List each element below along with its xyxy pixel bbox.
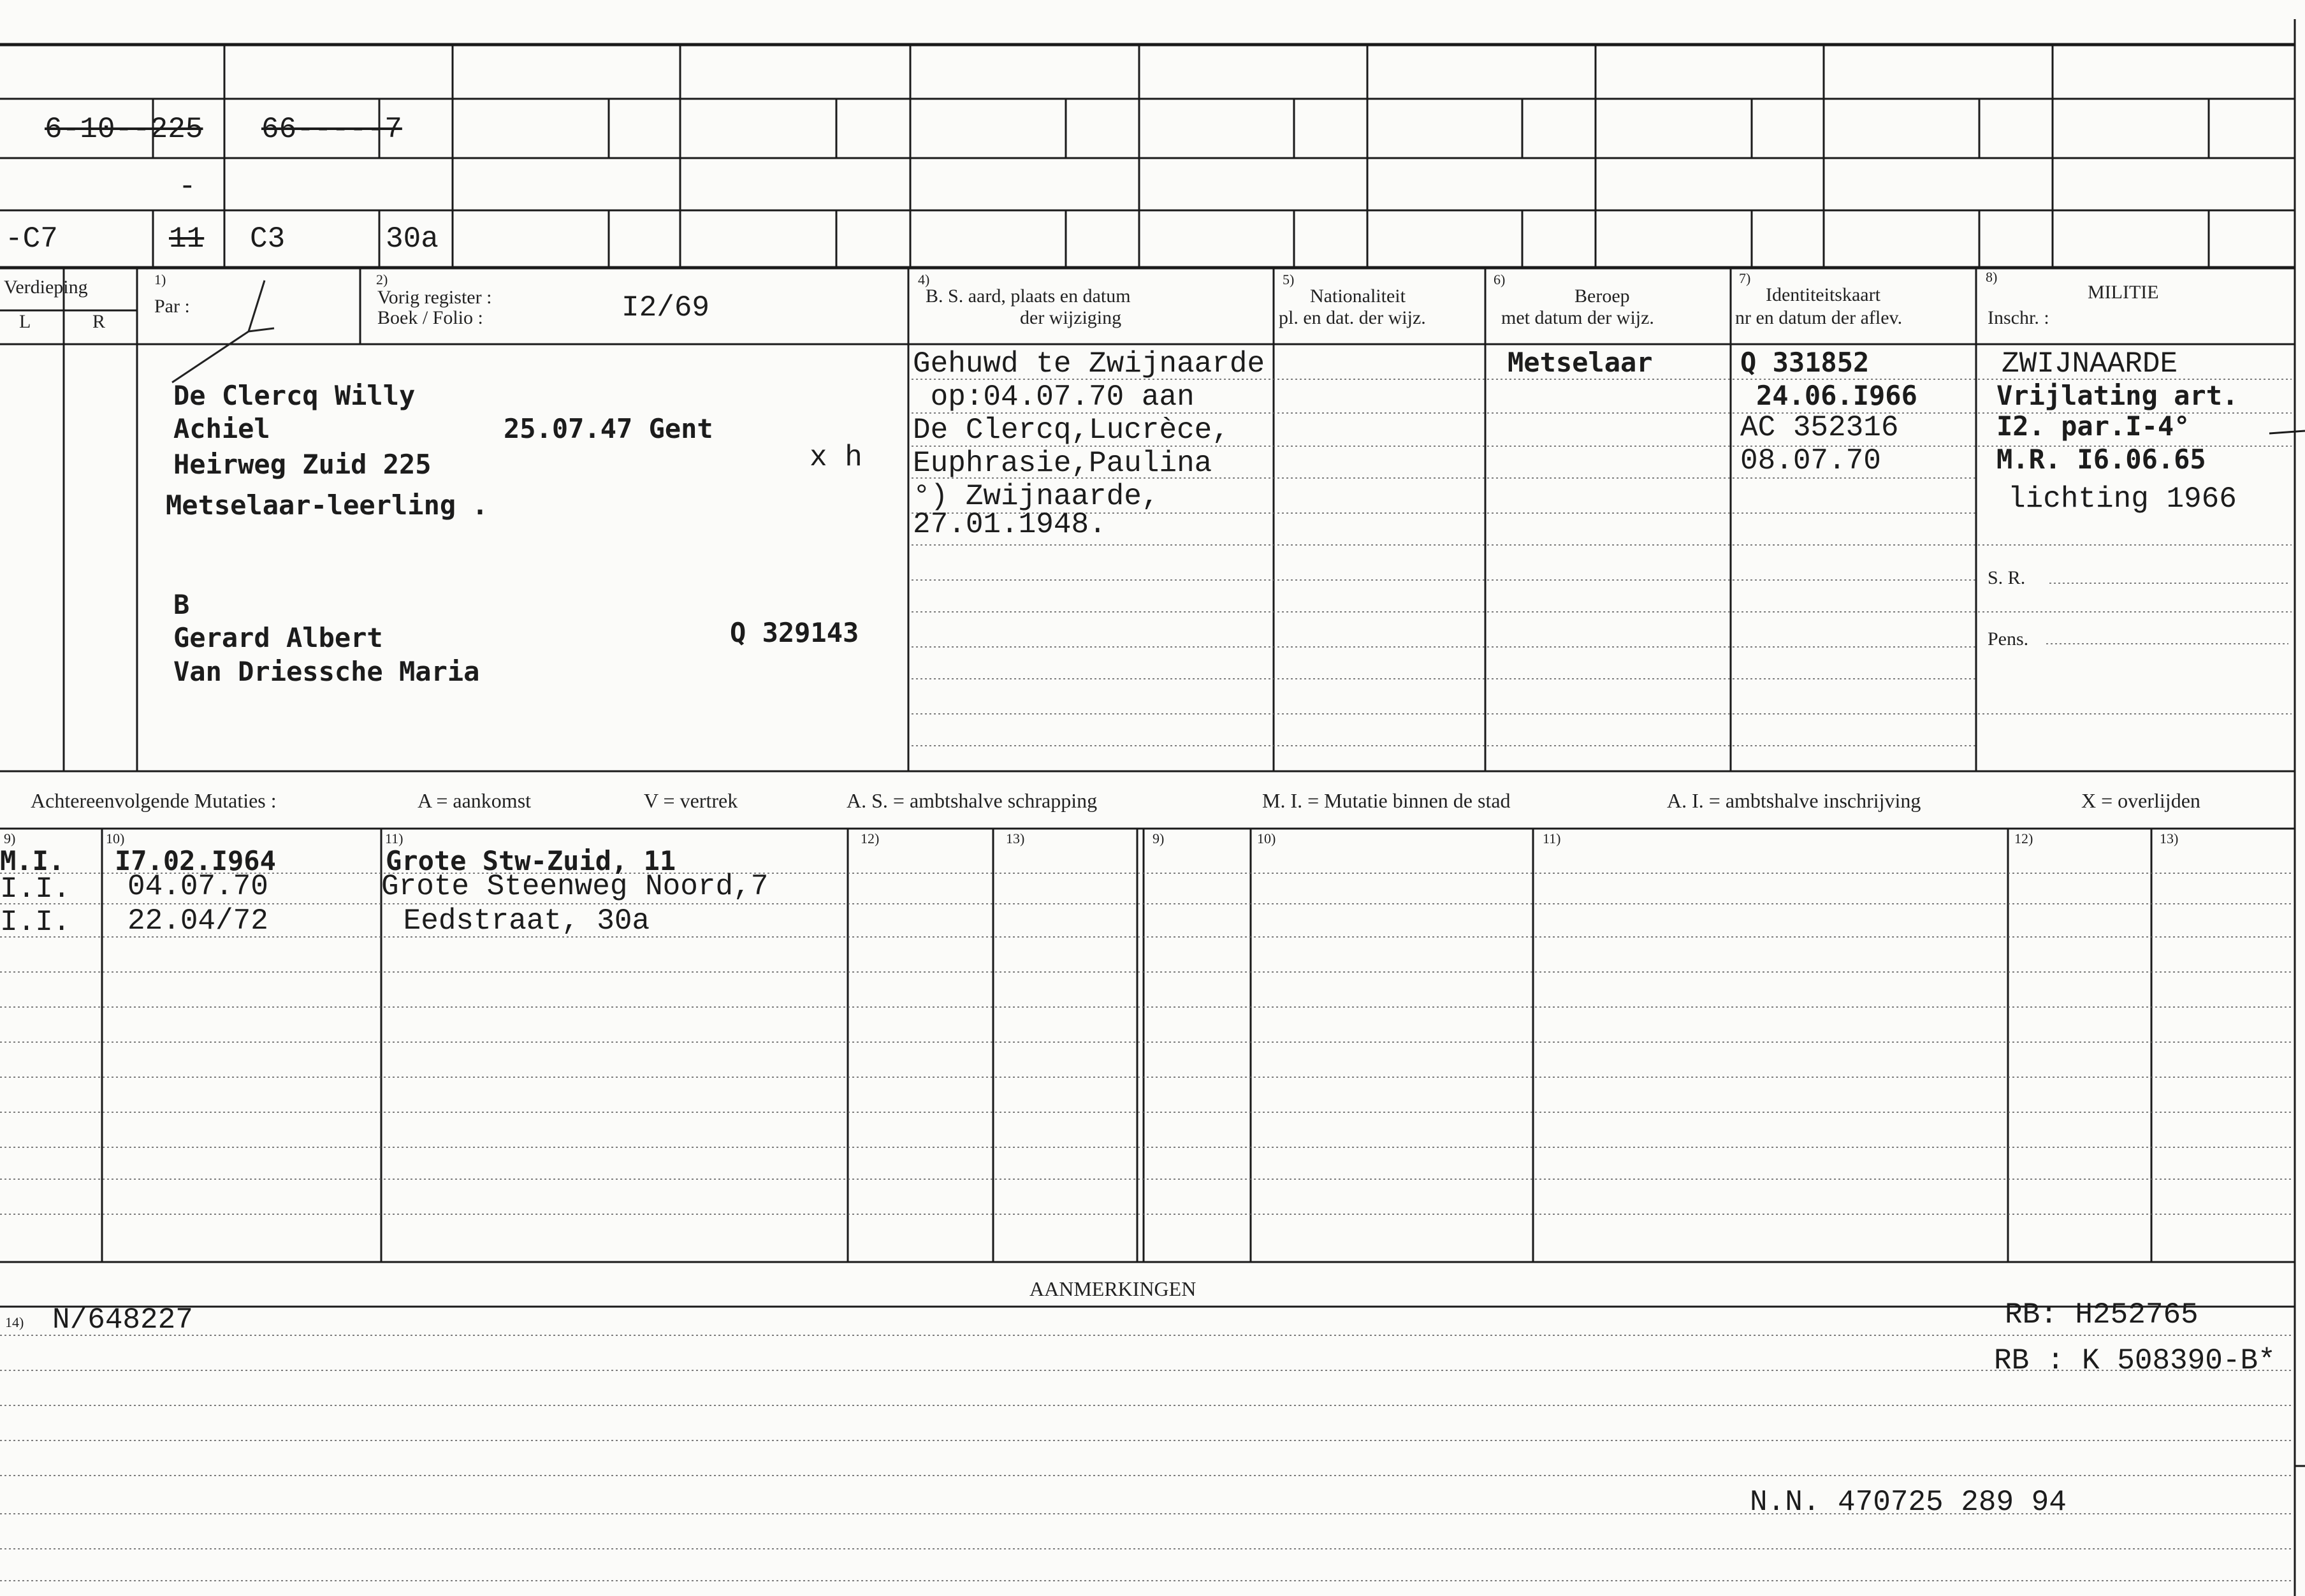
person-b-label: B xyxy=(173,589,190,620)
bs-entry-5: °) Zwijnaarde, xyxy=(913,480,1160,513)
mutation-1-date: I7.02.I964 xyxy=(115,845,276,876)
par-number: 1) xyxy=(154,272,166,287)
mutation-header-11: 11) xyxy=(385,831,404,846)
legend-overlijden: X = overlijden xyxy=(2081,789,2200,812)
militie-entry-5: lichting 1966 xyxy=(2008,482,2237,516)
top-grid-row3-col3: 30a xyxy=(386,222,439,256)
mutation-2-date: 04.07.70 xyxy=(127,870,268,903)
mutation-header-9b: 9) xyxy=(1152,831,1165,846)
militie-entry-1: ZWIJNAARDE xyxy=(2002,347,2178,381)
bs-entry-6: 27.01.1948. xyxy=(913,508,1107,541)
id-entry-1: Q 331852 xyxy=(1740,347,1870,378)
legend-title: Achtereenvolgende Mutaties : xyxy=(31,789,277,812)
bs-header-line1: B. S. aard, plaats en datum xyxy=(926,286,1131,307)
mutation-header-12b: 12) xyxy=(2014,831,2033,846)
par-label: Par : xyxy=(154,296,190,317)
mutation-2-code: I.I. xyxy=(0,873,71,906)
mutation-header-9: 9) xyxy=(4,831,16,846)
remarks-rb-2: RB : K 508390-B* xyxy=(1994,1344,2276,1377)
person-birth: 25.07.47 Gent xyxy=(504,413,713,444)
remarks-number: 14) xyxy=(5,1314,24,1330)
nationaliteit-header-line1: Nationaliteit xyxy=(1310,286,1406,307)
top-grid-row1-col1: 6-10--225 xyxy=(45,113,203,146)
mutation-3-code: I.I. xyxy=(0,906,71,939)
militie-entry-2: Vrijlating art. xyxy=(1996,380,2239,411)
militie-entry-3: I2. par.I-4° xyxy=(1996,410,2190,442)
beroep-header-line2: met datum der wijz. xyxy=(1501,307,1654,328)
mutation-header-10b: 10) xyxy=(1257,831,1276,846)
person-mother: Van Driessche Maria xyxy=(173,656,480,687)
nationaliteit-number: 5) xyxy=(1283,272,1295,287)
boek-folio-label: Boek / Folio : xyxy=(377,307,483,328)
mutation-header-12: 12) xyxy=(861,831,880,846)
identiteitskaart-number: 7) xyxy=(1739,270,1751,286)
legend-vertrek: V = vertrek xyxy=(644,789,738,812)
legend-mutatie: M. I. = Mutatie binnen de stad xyxy=(1262,789,1511,812)
remarks-rb-1: RB: H252765 xyxy=(2005,1298,2199,1331)
remarks-title: AANMERKINGEN xyxy=(1029,1277,1196,1300)
top-grid-row3-col1: 11 xyxy=(169,222,205,256)
person-sex-mark: x h xyxy=(810,441,862,474)
person-father-id: Q 329143 xyxy=(730,617,859,648)
legend-inschrijving: A. I. = ambtshalve inschrijving xyxy=(1667,789,1921,812)
id-entry-2: 24.06.I966 xyxy=(1756,380,1917,411)
id-entry-4: 08.07.70 xyxy=(1740,444,1881,477)
vorig-register-value: I2/69 xyxy=(622,291,710,324)
bs-entry-1: Gehuwd te Zwijnaarde xyxy=(913,347,1265,381)
beroep-value: Metselaar xyxy=(1508,347,1653,378)
mutation-header-13b: 13) xyxy=(2160,831,2179,846)
mutation-2-address: Grote Steenweg Noord,7 xyxy=(381,870,769,903)
legend-aankomst: A = aankomst xyxy=(418,789,532,812)
identiteitskaart-header-line1: Identiteitskaart xyxy=(1766,284,1880,305)
mutation-3-address: Eedstraat, 30a xyxy=(386,904,650,938)
mutation-header-11b: 11) xyxy=(1543,831,1561,846)
mutation-1-address: Grote Stw-Zuid, 11 xyxy=(386,845,676,876)
person-name-line2: Achiel xyxy=(173,413,270,444)
top-grid-row1-col2: 66-----7 xyxy=(261,113,402,146)
person-father: Gerard Albert xyxy=(173,622,383,653)
mutation-1-code: M.I. xyxy=(0,845,65,876)
militie-pens-label: Pens. xyxy=(1988,628,2029,649)
id-entry-3: AC 352316 xyxy=(1740,411,1899,444)
identiteitskaart-header-line2: nr en datum der aflev. xyxy=(1735,307,1903,328)
mutation-header-13: 13) xyxy=(1006,831,1025,846)
verdieping-l-label: L xyxy=(19,311,31,332)
beroep-header-line1: Beroep xyxy=(1574,286,1630,307)
verdieping-r-label: R xyxy=(92,311,106,332)
top-grid-row3-col2: C3 xyxy=(250,222,286,256)
bs-entry-4: Euphrasie,Paulina xyxy=(913,447,1212,480)
militie-entry-4: M.R. I6.06.65 xyxy=(1996,444,2206,475)
top-grid-row2-col1: - xyxy=(178,170,196,203)
nationaliteit-header-line2: pl. en dat. der wijz. xyxy=(1279,307,1426,328)
mutation-header-10: 10) xyxy=(106,831,125,846)
bs-header-line2: der wijziging xyxy=(1020,307,1122,328)
vorig-register-label: Vorig register : xyxy=(377,287,492,308)
remarks-nr: N/648227 xyxy=(52,1303,193,1337)
person-profession: Metselaar-leerling . xyxy=(166,490,488,521)
militie-title: MILITIE xyxy=(2088,282,2159,303)
bs-entry-2: op:04.07.70 aan xyxy=(913,381,1195,414)
bs-number: 4) xyxy=(918,272,930,287)
legend-schrapping: A. S. = ambtshalve schrapping xyxy=(847,789,1098,812)
verdieping-label: Verdieping xyxy=(4,277,88,298)
bs-entry-3: De Clercq,Lucrèce, xyxy=(913,414,1230,447)
militie-number: 8) xyxy=(1986,269,1998,285)
militie-inschr-label: Inschr. : xyxy=(1988,307,2049,328)
person-name-line1: De Clercq Willy xyxy=(173,380,416,411)
person-address: Heirweg Zuid 225 xyxy=(173,449,432,480)
beroep-number: 6) xyxy=(1494,272,1506,287)
remarks-national-number: N.N. 470725 289 94 xyxy=(1750,1486,2067,1519)
vorig-register-number: 2) xyxy=(376,272,388,287)
top-grid-row3-col0: -C7 xyxy=(5,222,58,256)
militie-sr-label: S. R. xyxy=(1988,567,2026,588)
mutation-3-date: 22.04/72 xyxy=(127,904,268,938)
